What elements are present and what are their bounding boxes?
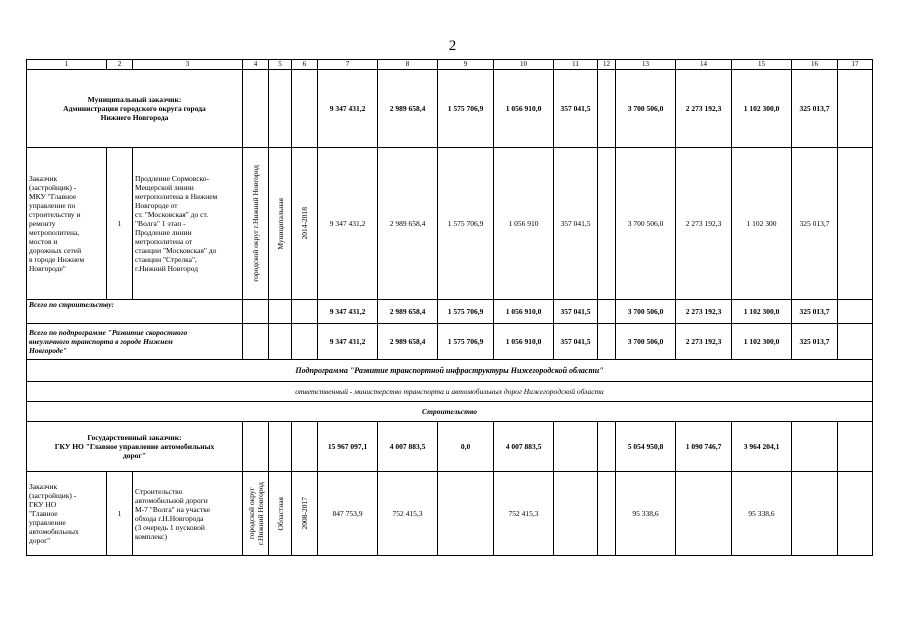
value-cell: [598, 472, 616, 556]
value-cell: [598, 148, 616, 300]
value-cell: 95 338,6: [732, 472, 792, 556]
object-location: городской округ г.Нижний Новгород: [251, 165, 260, 282]
value-cell: [598, 300, 616, 324]
value-cell: 15 967 097,1: [318, 422, 378, 472]
municipal-customer-title: Муниципальный заказчик: Администрация городского округа города Нижнего Новгорода: [27, 70, 243, 148]
value-cell: 9 347 431,2: [318, 300, 378, 324]
column-number: 8: [378, 60, 438, 70]
value-cell: [598, 422, 616, 472]
value-cell: 847 753,9: [318, 472, 378, 556]
value-cell: 1 102 300,0: [732, 324, 792, 360]
responsible-text: ответственный - министерство транспорта и автомобильных дорог Нижегородской области: [27, 382, 873, 402]
value-cell: [438, 472, 494, 556]
value-cell: 1 056 910: [494, 148, 554, 300]
column-number: 4: [243, 60, 269, 70]
value-cell: [676, 472, 732, 556]
value-cell: 95 338,6: [616, 472, 676, 556]
row-total-construction: [27, 300, 873, 324]
value-cell: 1 575 706,9: [438, 148, 494, 300]
column-number: 10: [494, 60, 554, 70]
value-cell: 1 056 910,0: [494, 70, 554, 148]
value-cell: 1 102 300,0: [732, 300, 792, 324]
value-cell: 1 575 706,9: [438, 324, 494, 360]
value-cell: 3 700 506,0: [616, 148, 676, 300]
value-cell: [838, 422, 873, 472]
value-cell: [838, 70, 873, 148]
value-cell: 9 347 431,2: [318, 70, 378, 148]
value-cell: 2 273 192,3: [676, 324, 732, 360]
row-responsible: [27, 382, 873, 402]
value-cell: 1 102 300,0: [732, 70, 792, 148]
value-cell: 3 964 204,1: [732, 422, 792, 472]
row-total-subprogram: [27, 324, 873, 360]
value-cell: 325 013,7: [792, 70, 838, 148]
column-number: 2: [107, 60, 133, 70]
value-cell: 752 415,3: [494, 472, 554, 556]
total-construction-label: Всего по строительству:: [27, 300, 243, 324]
value-cell: 1 102 300: [732, 148, 792, 300]
column-number-row: [27, 60, 873, 70]
row-municipal-customer: [27, 70, 873, 148]
column-number: 5: [269, 60, 292, 70]
value-cell: 325 013,7: [792, 300, 838, 324]
column-number: 9: [438, 60, 494, 70]
value-cell: 0,0: [438, 422, 494, 472]
column-number: 11: [554, 60, 598, 70]
metro-object-description: Продление Сормовско- Мещерской линии метрополитена в Нижнем Новгороде от ст. "Московская" до ст. "Волга" 1 этап - Продление линии метрополитена от станции "Московская" до станции "Стрелка", г.Нижний Новгород: [133, 148, 243, 300]
value-cell: [838, 472, 873, 556]
value-cell: [792, 472, 838, 556]
row-road-object: [27, 472, 873, 556]
column-number: 3: [133, 60, 243, 70]
value-cell: 325 013,7: [792, 148, 838, 300]
value-cell: 752 415,3: [378, 472, 438, 556]
value-cell: 2 273 192,3: [676, 300, 732, 324]
value-cell: 325 013,7: [792, 324, 838, 360]
row-metro-object: [27, 148, 873, 300]
value-cell: 4 007 883,5: [378, 422, 438, 472]
value-cell: 1 056 910,0: [494, 324, 554, 360]
value-cell: 1 056 910,0: [494, 300, 554, 324]
value-cell: 1 575 706,9: [438, 70, 494, 148]
column-number: 14: [676, 60, 732, 70]
row-subprogram-title: [27, 360, 873, 382]
column-number: 7: [318, 60, 378, 70]
value-cell: [838, 148, 873, 300]
section-title: Строительство: [27, 402, 873, 422]
state-customer-title: Государственный заказчик: ГКУ НО "Главное управление автомобильных дорог": [27, 422, 243, 472]
value-cell: 9 347 431,2: [318, 148, 378, 300]
value-cell: [554, 422, 598, 472]
value-cell: 1 090 746,7: [676, 422, 732, 472]
column-number: 1: [27, 60, 107, 70]
column-number: 12: [598, 60, 616, 70]
value-cell: [838, 324, 873, 360]
column-number: 15: [732, 60, 792, 70]
object-location: городской округ г.Нижний Новгород: [246, 481, 265, 546]
metro-customer: Заказчик (застройщик) - МКУ "Главное управление по строительству и ремонту метрополитена, мостов и дорожных сетей в городе Нижнем Новгороде": [27, 148, 107, 300]
row-section: [27, 402, 873, 422]
value-cell: 357 041,5: [554, 148, 598, 300]
value-cell: 1 575 706,9: [438, 300, 494, 324]
object-ownership: Областная: [275, 496, 285, 531]
column-number: 6: [292, 60, 318, 70]
value-cell: [554, 472, 598, 556]
financing-table: [26, 59, 873, 556]
value-cell: [838, 300, 873, 324]
value-cell: 3 700 506,0: [616, 70, 676, 148]
column-number: 13: [616, 60, 676, 70]
value-cell: 4 007 883,5: [494, 422, 554, 472]
value-cell: 5 054 950,8: [616, 422, 676, 472]
value-cell: 2 989 658,4: [378, 324, 438, 360]
value-cell: [598, 324, 616, 360]
value-cell: 357 041,5: [554, 70, 598, 148]
subprogram-title: Подпрограмма "Развитие транспортной инфраструктуры Нижегородской области": [27, 360, 873, 382]
value-cell: 2 273 192,3: [676, 148, 732, 300]
road-customer: Заказчик (застройщик) - ГКУ НО "Главное управление автомобильных дорог": [27, 472, 107, 556]
page-number: 2: [448, 38, 457, 54]
road-object-description: Строительство автомобильной дороги М-7 "Волга" на участке обхода г.Н.Новгорода (3 очередь 1 пусковой комплекс): [133, 472, 243, 556]
object-ownership: Муниципальная: [275, 197, 285, 250]
object-period: 2014-2018: [300, 207, 309, 240]
value-cell: 357 041,5: [554, 300, 598, 324]
object-period: 2008-2017: [300, 497, 309, 530]
value-cell: 357 041,5: [554, 324, 598, 360]
value-cell: 2 273 192,3: [676, 70, 732, 148]
object-number: 1: [107, 472, 133, 556]
value-cell: 3 700 506,0: [616, 300, 676, 324]
row-state-customer: [27, 422, 873, 472]
value-cell: [792, 422, 838, 472]
column-number: 17: [838, 60, 873, 70]
object-number: 1: [107, 148, 133, 300]
total-subprogram-label: Всего по подпрограмме "Развитие скоростного внеуличного транспорта в городе Нижнем Новгороде": [27, 324, 243, 360]
value-cell: 2 989 658,4: [378, 70, 438, 148]
value-cell: 2 989 658,4: [378, 300, 438, 324]
value-cell: 3 700 506,0: [616, 324, 676, 360]
column-number: 16: [792, 60, 838, 70]
value-cell: 9 347 431,2: [318, 324, 378, 360]
value-cell: 2 989 658,4: [378, 148, 438, 300]
value-cell: [598, 70, 616, 148]
